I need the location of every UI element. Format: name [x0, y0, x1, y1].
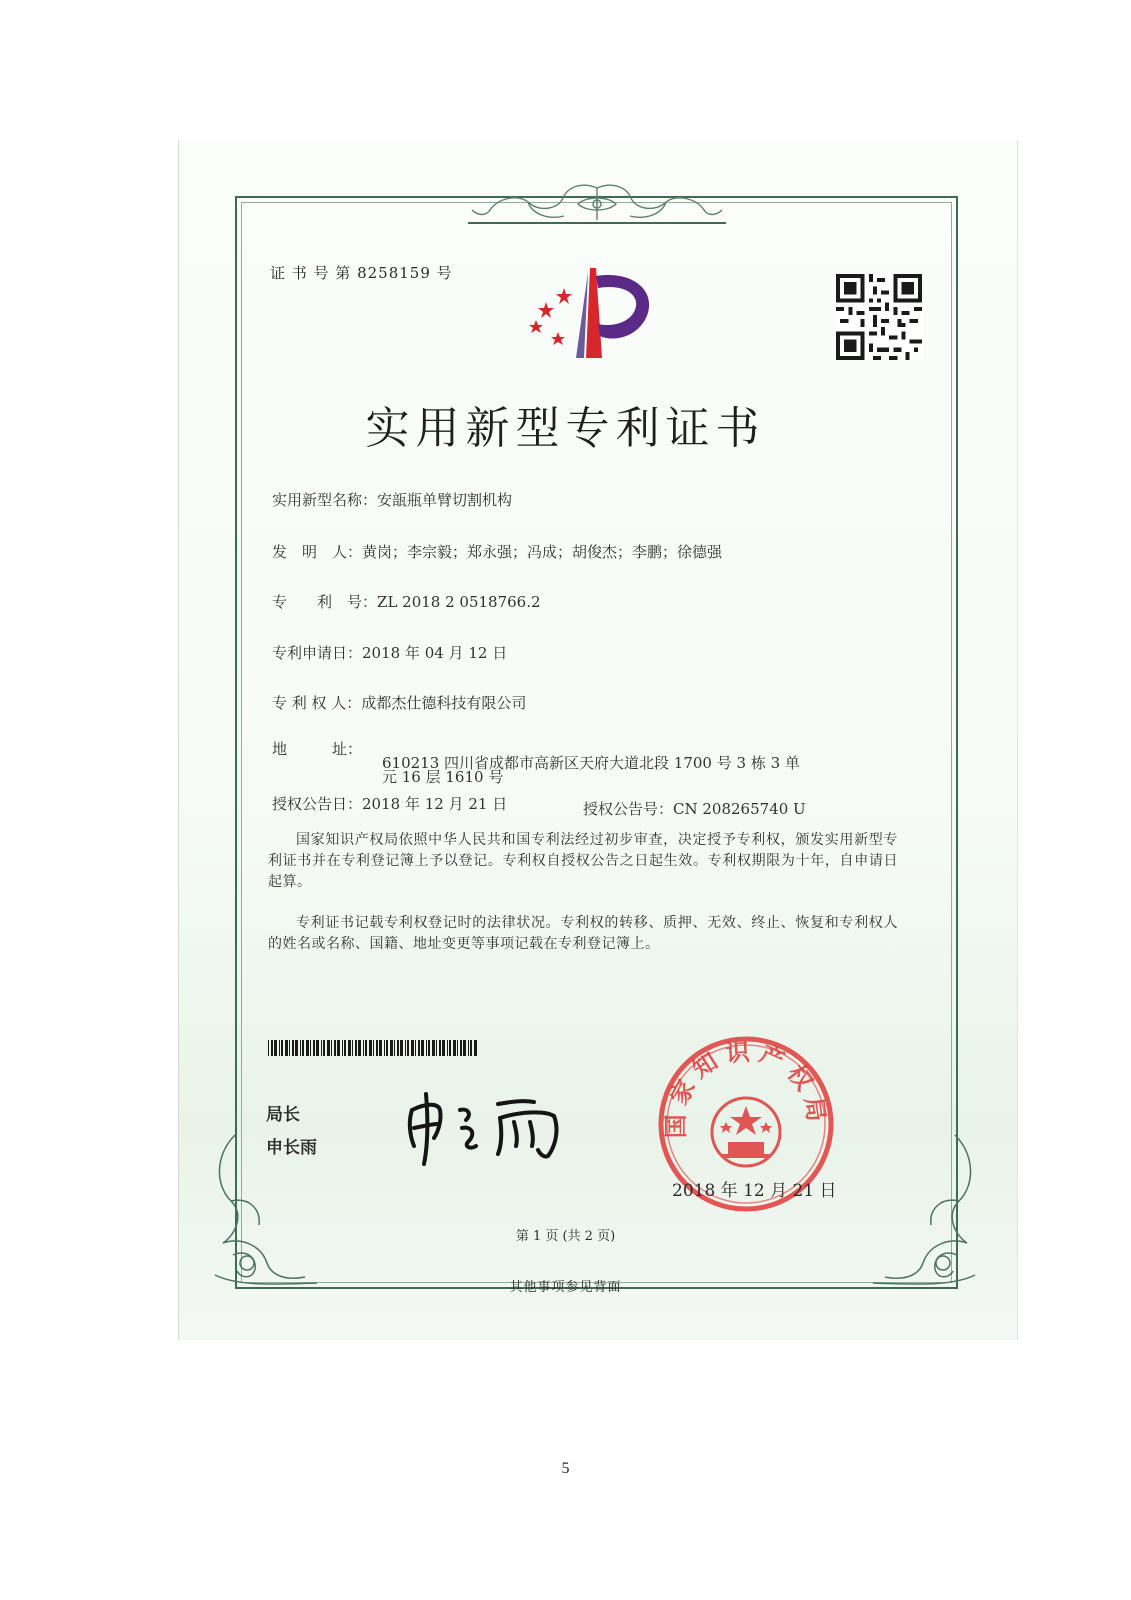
- grant-statement-paragraph: 国家知识产权局依照中华人民共和国专利法经过初步审查，决定授予专利权，颁发实用新型专利证书并在专利登记簿上予以登记。专利权自授权公告之日起生效。专利权期限为十年，自申请日起算。: [268, 832, 898, 890]
- publication-date-value: 2018 年 12 月 21 日: [362, 795, 508, 813]
- certificate-title: 实用新型专利证书: [365, 403, 766, 454]
- utility-model-name-value: 安瓿瓶单臂切割机构: [377, 491, 513, 509]
- inventor-label: 发 明 人：: [272, 543, 363, 561]
- patentee-value: 成都杰仕德科技有限公司: [361, 694, 527, 712]
- address-line-2: 元 16 层 1610 号: [382, 768, 504, 786]
- director-signature-icon: [398, 1088, 578, 1168]
- patentee-row: [272, 692, 526, 713]
- patent-office-logo-icon: [524, 262, 662, 362]
- patent-number-value: ZL 2018 2 0518766.2: [377, 593, 541, 611]
- director-name: 申长雨: [266, 1138, 317, 1158]
- patentee-label: 专 利 权 人：: [272, 694, 362, 712]
- address-line-1: 610213 四川省成都市高新区天府大道北段 1700 号 3 栋 3 单: [382, 754, 800, 772]
- barcode-icon: [268, 1040, 478, 1056]
- inventor-row: [272, 541, 722, 562]
- legal-status-paragraph: 专利证书记载专利权登记时的法律状况。专利权的转移、质押、无效、终止、恢复和专利权人的姓名或名称、国籍、地址变更等事项记载在专利登记簿上。: [268, 915, 898, 952]
- certificate-page-indicator: 第 1 页 (共 2 页): [515, 1229, 616, 1244]
- patent-number-row: [272, 591, 541, 612]
- utility-model-name-row: [272, 489, 512, 510]
- grant-number-label: 授权公告号：: [583, 800, 674, 818]
- bottom-right-ornament-icon: [870, 1125, 985, 1290]
- certificate-number: 证 书 号 第 8258159 号: [270, 264, 453, 282]
- filing-date-value: 2018 年 04 月 12 日: [362, 644, 508, 662]
- see-reverse-note: 其他事项参见背面: [509, 1280, 622, 1295]
- filing-date-row: [272, 642, 507, 663]
- publication-date-label: 授权公告日：: [272, 795, 363, 813]
- seal-text: 国家知识产权局: [661, 1037, 832, 1139]
- address-label: 地 址：: [272, 740, 363, 758]
- publication-date-row: [272, 793, 507, 814]
- top-ornament-icon: [468, 180, 726, 226]
- seal-date: 2018 年 12 月 21 日: [672, 1181, 837, 1201]
- inventor-value: 黄岗；李宗毅；郑永强；冯成；胡俊杰；李鹏；徐德强: [362, 543, 723, 561]
- patent-number-label: 专 利 号：: [272, 593, 378, 611]
- grant-number-value: CN 208265740 U: [673, 800, 806, 818]
- director-title: 局长: [266, 1105, 300, 1125]
- qr-code-icon: [836, 274, 922, 360]
- document-page-number: 5: [561, 1460, 570, 1477]
- utility-model-name-label: 实用新型名称：: [272, 491, 378, 509]
- grant-number-row: [583, 798, 806, 819]
- filing-date-label: 专利申请日：: [272, 644, 363, 662]
